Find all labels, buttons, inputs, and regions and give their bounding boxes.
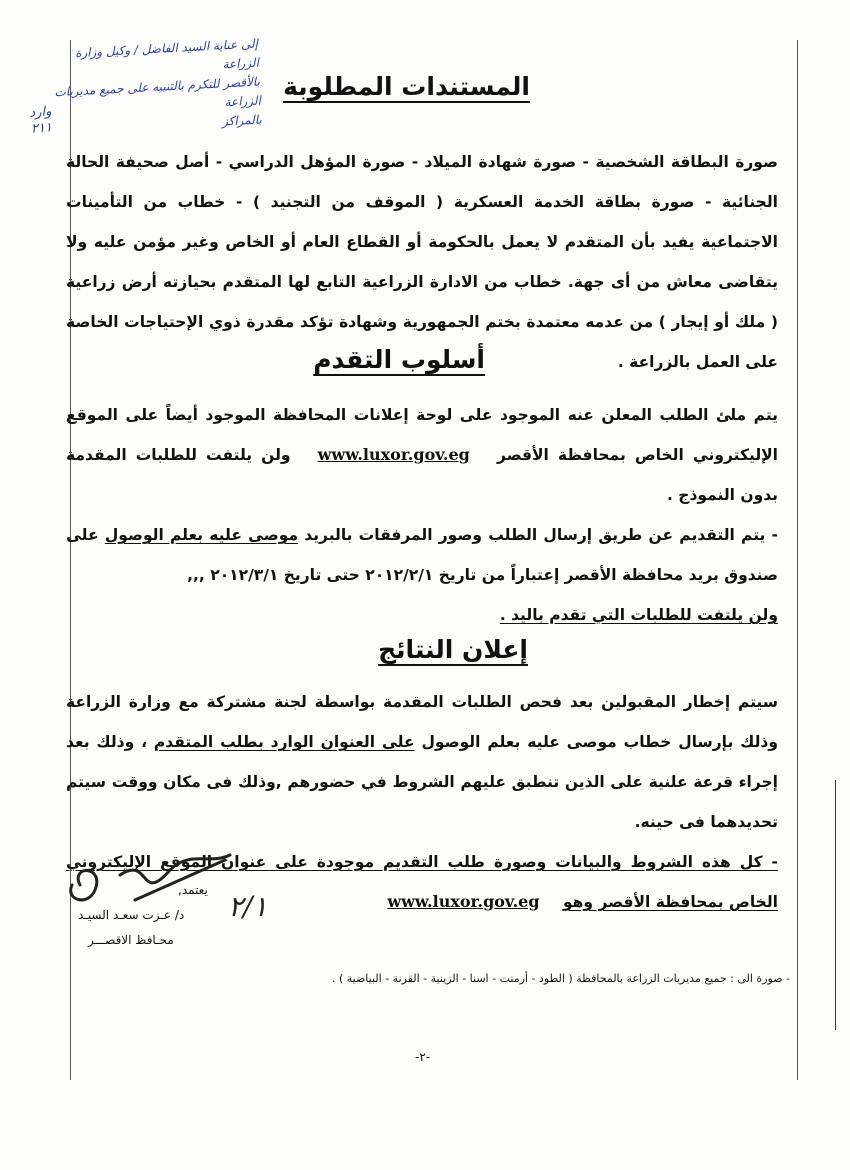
method-p3-underlined: ولن يلتفت للطلبات التي تقدم باليد .: [499, 606, 778, 624]
handwritten-date: ٢/١: [228, 890, 268, 923]
results-p2-underlined: - كل هذه الشروط والبيانات وصورة طلب التقديم موجودة على عنوان الموقع الإليكتروني الخاص بمحافظة الأقصر وهو: [66, 853, 778, 911]
page-number: -٢-: [415, 1050, 431, 1064]
method-p1-text-end: ولن يلتفت للطلبات المقدمة بدون النموذج .: [66, 446, 778, 504]
results-p1-text-end: ، وذلك بعد إجراء قرعة علنية على الذين تنطبق عليهم الشروط في حضورهم ,وذلك فى مكان ووقت سيتم تحديدهما فى حينه.: [66, 733, 778, 831]
handwritten-line: إلى عناية السيد الفاضل / وكيل وزارة الزراعة: [74, 36, 260, 72]
cc-line: - صورة الى : جميع مديريات الزراعة بالمحافظة ( الطود - أرمنت - اسنا - الزينية - القرنة - البياضية ) .: [331, 972, 790, 985]
required-docs-paragraph: صورة البطاقة الشخصية - صورة شهادة الميلاد - صورة المؤهل الدراسي - أصل صحيفة الحالة الجنائية - صورة بطاقة الخدمة العسكرية ( الموقف من التجنيد ) - خطاب من التأمينات الاجتماعية يفيد بأن المتقدم لا يعمل بالحكومة أو القطاع العام أو الخاص وغير مؤمن عليه ولا يتقاضى معاش من أى جهة. خطاب من الادارة الزراعية التابع لها المتقدم بحيازته أرض زراعية ( ملك أو إيجار ) من عدمه معتمدة بختم الجمهورية وشهادة تؤكد مقدرة ذوي الإحتياجات الخاصة على العمل بالزراعة .: [66, 153, 778, 371]
results-p1-text: سيتم إخطار المقبولين بعد فحص الطلبات المقدمة بواسطة لجنة مشتركة مع وزارة الزراعة وذلك بإرسال خطاب موصى عليه بعلم الوصول: [66, 693, 778, 751]
method-text: [66, 395, 778, 635]
method-paragraph-2: [66, 515, 778, 595]
handwritten-ref-number: ٢١١: [30, 120, 53, 137]
method-p2-text-end: على صندوق بريد محافظة الأقصر إعتباراً من تاريخ ٢٠١٢/٢/١ حتى تاريخ ٢٠١٢/٣/١ ,,,: [66, 526, 778, 584]
approval-label: يعتمد,: [178, 883, 208, 897]
scan-edge-line: [835, 780, 836, 1030]
governor-title: محـافظ الاقصـــر: [88, 933, 174, 947]
website-link[interactable]: www.luxor.gov.eg: [387, 892, 540, 911]
signature-scribble-icon: [60, 845, 240, 915]
handwritten-ref-label: وارد: [28, 104, 52, 121]
method-p2-underlined: موصى عليه بعلم الوصول: [104, 526, 299, 544]
method-title: أسلوب التقدم: [313, 345, 485, 374]
results-p1-underlined: على العنوان الوارد بطلب المتقدم: [153, 733, 415, 751]
results-title: إعلان النتائج: [378, 635, 528, 664]
method-p2-text: - يتم التقديم عن طريق إرسال الطلب وصور المرفقات بالبريد: [304, 526, 778, 544]
handwritten-note: [48, 35, 263, 141]
required-docs-title: المستندات المطلوبة: [283, 72, 530, 101]
signature-block: [60, 845, 320, 955]
handwritten-ref: [29, 104, 53, 137]
handwritten-line: بالأقصر للتكرم بالتنبيه على جميع مديريات الزراعة: [54, 74, 262, 110]
handwritten-line: بالمراكز: [221, 112, 263, 129]
website-link[interactable]: www.luxor.gov.eg: [317, 445, 470, 464]
method-p1-text: يتم ملئ الطلب المعلن عنه الموجود على لوحة إعلانات المحافظة الموجود أيضاً على الموقع الإليكتروني الخاص بمحافظة الأقصر: [66, 406, 778, 464]
governor-name: د/ عـزت سعـد السيـد: [78, 908, 185, 922]
method-paragraph-1: [66, 395, 778, 515]
method-paragraph-3: [66, 595, 778, 635]
results-paragraph-1: [66, 682, 778, 842]
